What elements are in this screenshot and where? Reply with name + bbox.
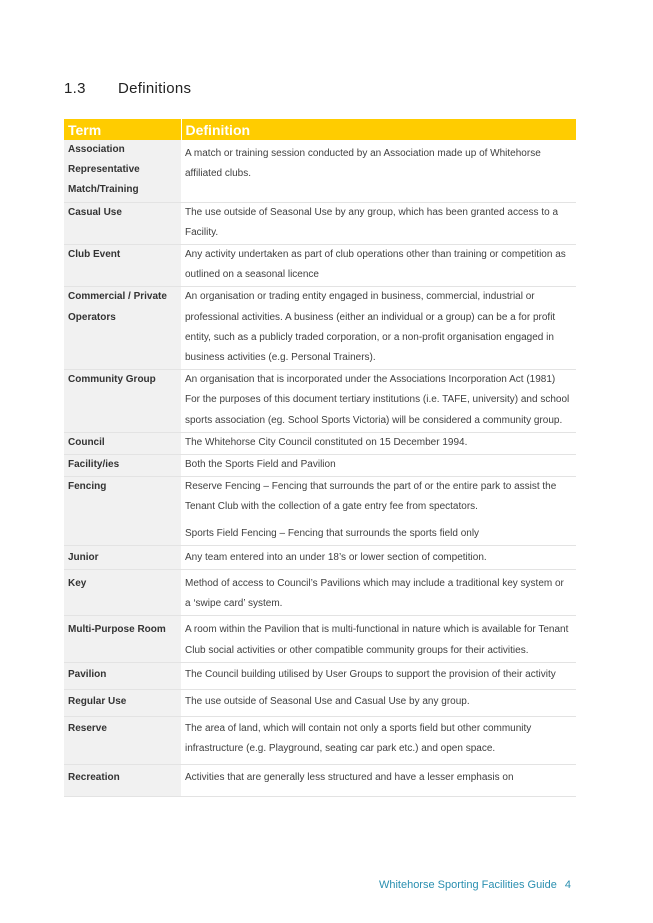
table-row (64, 570, 576, 616)
definition-cell (181, 690, 576, 717)
definition-text: Method of access to Council’s Pavilions which may include a traditional key system or a ‘swipe card’ system. (185, 578, 564, 610)
table-row (64, 245, 576, 287)
term-cell: Recreation (64, 764, 181, 796)
definition-text: Activities that are generally less structured and have a lesser emphasis on (185, 771, 514, 783)
definition-text: An organisation that is incorporated under the Associations Incorporation Act (1981) For the purposes of this document tertiary institutions (i.e. TAFE, university) and school sports association (eg. School Sports Victoria) will be considered a community group. (185, 374, 570, 426)
definitions-table (64, 119, 577, 797)
definition-cell (181, 764, 576, 796)
definition-text: Sports Field Fencing – Fencing that surrounds the sports field only (185, 527, 480, 539)
definition-text: An organisation or trading entity engaged in business, commercial, industrial or professional activities. A business (either an individual or a group) can be a for profit entity, such as a publicly traded corporation, or a non-profit organisation engaged in business activities (e.g. Personal Trainers). (185, 291, 556, 364)
page-number: 4 (564, 879, 571, 891)
definition-cell (181, 245, 576, 287)
definition-text: Any team entered into an under 18’s or lower section of competition. (185, 551, 487, 563)
page-footer (379, 879, 571, 891)
table-row (64, 370, 576, 433)
definition-cell (181, 545, 576, 569)
definition-cell (181, 570, 576, 616)
definition-text: The area of land, which will contain not only a sports field but other community infrastructure (e.g. Playground, seating car park etc.) and open space. (185, 723, 532, 755)
table-row (64, 140, 576, 202)
definition-cell (181, 202, 576, 244)
term-cell: Club Event (64, 245, 181, 287)
definition-column-header: Definition (181, 119, 576, 140)
term-cell: Facility/ies (64, 455, 181, 477)
term-cell: Regular Use (64, 690, 181, 717)
section-number: 1.3 (64, 80, 86, 97)
definition-cell (181, 370, 576, 433)
term-cell: Multi-Purpose Room (64, 616, 181, 662)
definition-text: The use outside of Seasonal Use and Casual Use by any group. (185, 696, 470, 708)
term-cell: Reserve (64, 717, 181, 764)
table-row (64, 287, 576, 370)
definition-cell (181, 662, 576, 689)
definition-cell (181, 455, 576, 477)
definition-cell (181, 287, 576, 370)
table-row (64, 545, 576, 569)
table-row (64, 662, 576, 689)
term-cell: Community Group (64, 370, 181, 433)
table-row (64, 455, 576, 477)
definition-text: Both the Sports Field and Pavilion (185, 459, 336, 471)
definition-cell (181, 477, 576, 546)
term-column-header: Term (64, 119, 181, 140)
term-cell: Key (64, 570, 181, 616)
definition-text: The Council building utilised by User Groups to support the provision of their activity (185, 668, 556, 680)
definition-text: A match or training session conducted by an Association made up of Whitehorse affiliated clubs. (185, 148, 541, 180)
term-cell: Fencing (64, 477, 181, 546)
term-cell: Junior (64, 545, 181, 569)
definition-cell (181, 616, 576, 662)
definition-cell (181, 717, 576, 764)
definition-text: Reserve Fencing – Fencing that surrounds the part of or the entire park to assist the Tenant Club with the collection of a gate entry fee from spectators. (185, 481, 557, 513)
definition-text: A room within the Pavilion that is multi-functional in nature which is available for Tenant Club social activities or other compatible community groups for their activities. (185, 624, 569, 656)
section-title: Definitions (118, 80, 192, 97)
term-cell: Casual Use (64, 202, 181, 244)
table-row (64, 616, 576, 662)
term-cell: Pavilion (64, 662, 181, 689)
table-row (64, 432, 576, 454)
table-row (64, 764, 576, 796)
table-header-row (64, 119, 576, 140)
table-row (64, 690, 576, 717)
table-row (64, 477, 576, 546)
term-cell: Association Representative Match/Training (64, 140, 181, 202)
definition-cell (181, 432, 576, 454)
definition-text: The use outside of Seasonal Use by any group, which has been granted access to a Facility. (185, 206, 559, 238)
table-row (64, 717, 576, 764)
footer-guide-title: Whitehorse Sporting Facilities Guide (378, 879, 557, 891)
section-heading (64, 80, 191, 97)
table-row (64, 202, 576, 244)
definition-text: Any activity undertaken as part of club operations other than training or competition as outlined on a seasonal licence (185, 249, 566, 281)
term-cell: Commercial / Private Operators (64, 287, 181, 370)
term-cell: Council (64, 432, 181, 454)
definition-text: The Whitehorse City Council constituted on 15 December 1994. (185, 436, 468, 448)
definition-cell (181, 140, 576, 202)
